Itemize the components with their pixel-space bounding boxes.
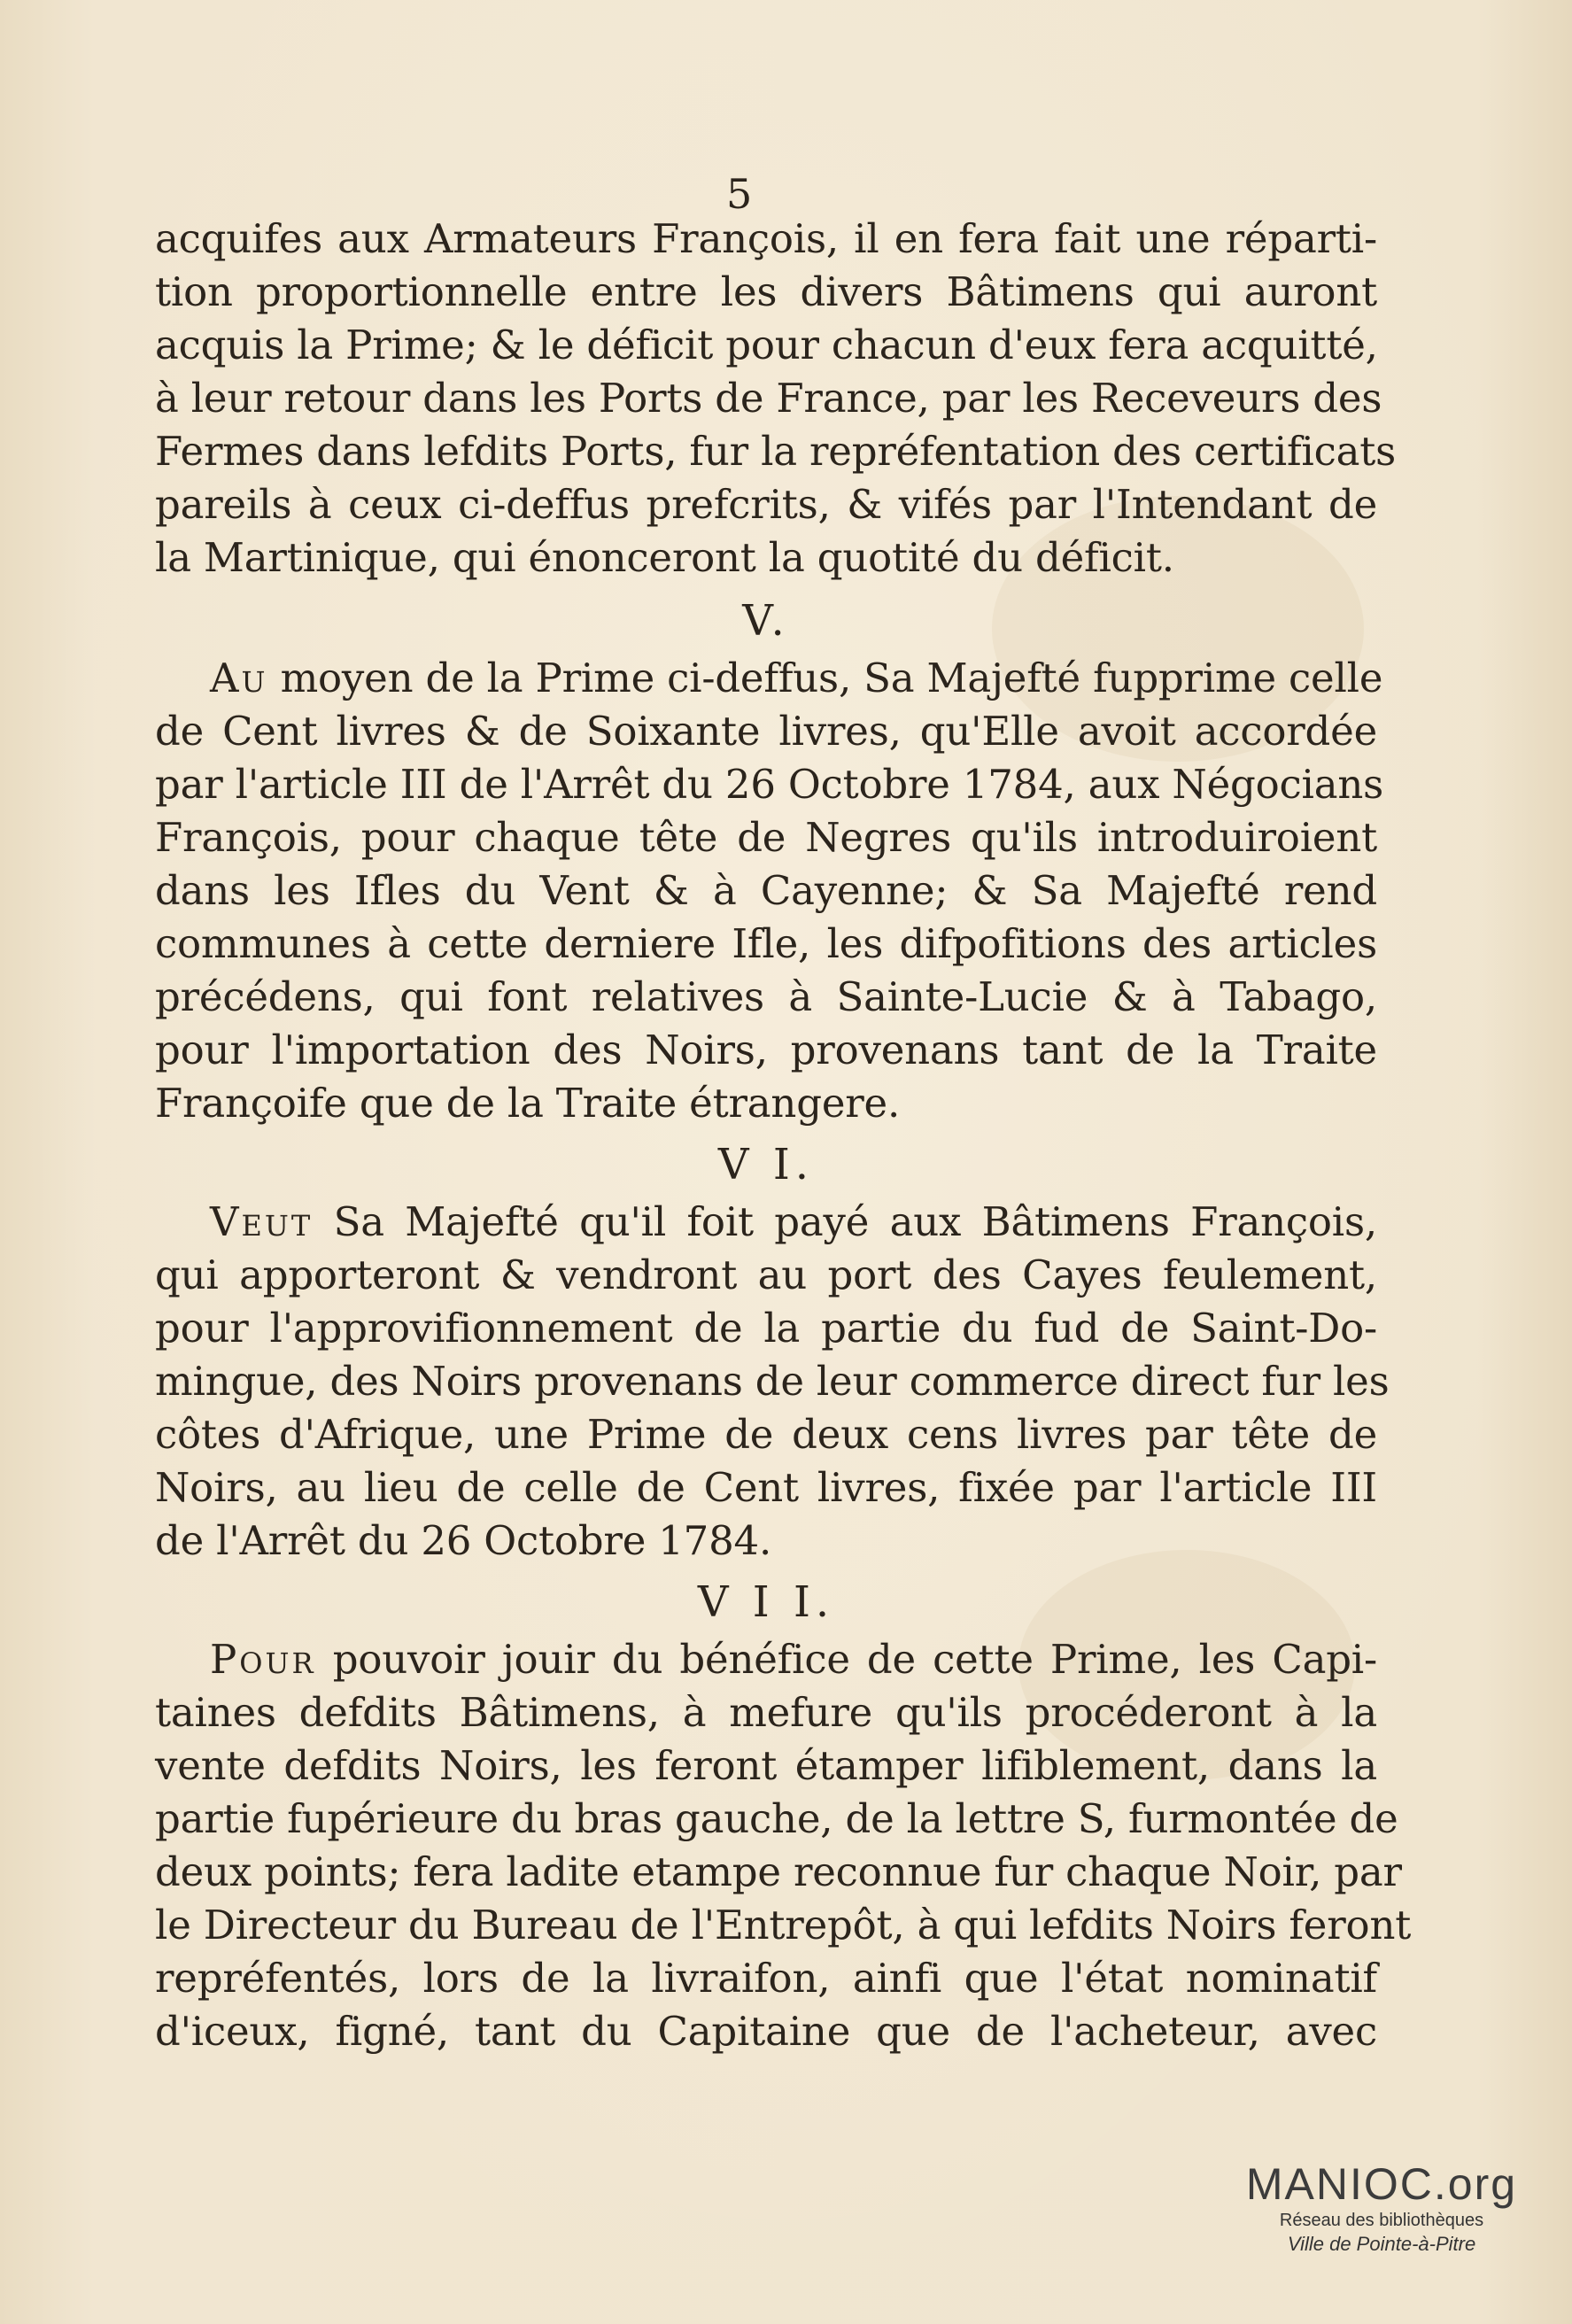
text-line: tion proportionnelle entre les divers Bâtimens qui auront bbox=[155, 268, 1377, 315]
text-line: la Martinique, qui énonceront la quotité du déficit. bbox=[155, 534, 1174, 581]
article-heading: V. bbox=[742, 596, 790, 646]
text-line bbox=[155, 1633, 1377, 1686]
text-line: François, pour chaque tête de Negres qu'ils introduiroient bbox=[155, 814, 1377, 861]
text-line: le Directeur du Bureau de l'Entrepôt, à qui lefdits Noirs feront bbox=[155, 1902, 1412, 1948]
text-line: par l'article III de l'Arrêt du 26 Octobre 1784, aux Négocians bbox=[155, 761, 1384, 808]
text-line: qui apporteront & vendront au port des Cayes feulement, bbox=[155, 1251, 1377, 1298]
text-line: communes à cette derniere Ifle, les difpofitions des articles bbox=[155, 920, 1377, 967]
text-line: de Cent livres & de Soixante livres, qu'Elle avoit accordée bbox=[155, 708, 1377, 755]
article-vi bbox=[155, 1134, 1390, 1568]
article-heading: V I I. bbox=[697, 1577, 835, 1627]
article-vii bbox=[155, 1571, 1412, 2058]
text-line: Fermes dans lefdits Ports, fur la repréfentation des certificats bbox=[155, 428, 1397, 475]
text-line: pour l'approvifionnement de la partie du fud de Saint-Do- bbox=[155, 1305, 1377, 1352]
text-line: à leur retour dans les Ports de France, par les Receveurs des bbox=[155, 375, 1382, 422]
article-v bbox=[155, 590, 1384, 1130]
article-heading: V I. bbox=[717, 1140, 815, 1189]
text-line: mingue, des Noirs provenans de leur commerce direct fur les bbox=[155, 1358, 1390, 1405]
text-line: pour l'importation des Noirs, provenans tant de la Traite bbox=[155, 1026, 1377, 1073]
text-line bbox=[155, 652, 1383, 705]
article-first-word: Veut bbox=[210, 1198, 314, 1245]
text-line: vente defdits Noirs, les feront étamper lifiblement, dans la bbox=[155, 1742, 1377, 1789]
text-line bbox=[155, 1196, 1377, 1249]
page-number: 5 bbox=[726, 170, 753, 218]
text-line: pareils à ceux ci-deffus prefcrits, & vifés par l'Intendant de bbox=[155, 481, 1377, 528]
article-first-word: Au bbox=[210, 655, 268, 701]
text-line: partie fupérieure du bras gauche, de la lettre S, furmontée de bbox=[155, 1795, 1398, 1842]
article-first-word: Pour bbox=[210, 1636, 316, 1683]
text-line: Noirs, au lieu de celle de Cent livres, fixée par l'article III bbox=[155, 1464, 1377, 1511]
continuation-paragraph bbox=[155, 213, 1397, 585]
text-line: d'iceux, figné, tant du Capitaine que de l'acheteur, avec bbox=[155, 2008, 1377, 2055]
text-line: acquifes aux Armateurs François, il en fera fait une réparti- bbox=[155, 215, 1377, 262]
text-run: moyen de la Prime ci-deffus, Sa Majefté fupprime celle bbox=[267, 655, 1383, 701]
text-line: de l'Arrêt du 26 Octobre 1784. bbox=[155, 1517, 772, 1564]
watermark-city-label: Ville de Pointe-à-Pitre bbox=[1287, 2233, 1476, 2255]
text-run: Sa Majefté qu'il foit payé aux Bâtimens François, bbox=[313, 1198, 1377, 1245]
text-run: pouvoir jouir du bénéfice de cette Prime, les Capi- bbox=[315, 1636, 1377, 1683]
manioc-logo: MANIOC.org bbox=[1245, 2159, 1518, 2209]
text-line: Françoife que de la Traite étrangere. bbox=[155, 1080, 901, 1127]
text-line: précédens, qui font relatives à Sainte-Lucie & à Tabago, bbox=[155, 973, 1377, 1020]
text-line: repréfentés, lors de la livraifon, ainfi que l'état nominatif bbox=[155, 1955, 1377, 2002]
text-line: deux points; fera ladite etampe reconnue fur chaque Noir, par bbox=[155, 1848, 1402, 1895]
text-line: taines defdits Bâtimens, à mefure qu'ils procéderont à la bbox=[155, 1689, 1377, 1736]
text-line: acquis la Prime; & le déficit pour chacun d'eux fera acquitté, bbox=[155, 321, 1378, 368]
text-line: dans les Ifles du Vent & à Cayenne; & Sa Majefté rend bbox=[155, 867, 1377, 914]
manioc-watermark bbox=[1235, 2159, 1528, 2257]
watermark-network-label: Réseau des bibliothèques bbox=[1279, 2211, 1484, 2230]
page-body bbox=[155, 177, 1412, 2058]
text-line: côtes d'Afrique, une Prime de deux cens livres par tête de bbox=[155, 1411, 1377, 1458]
